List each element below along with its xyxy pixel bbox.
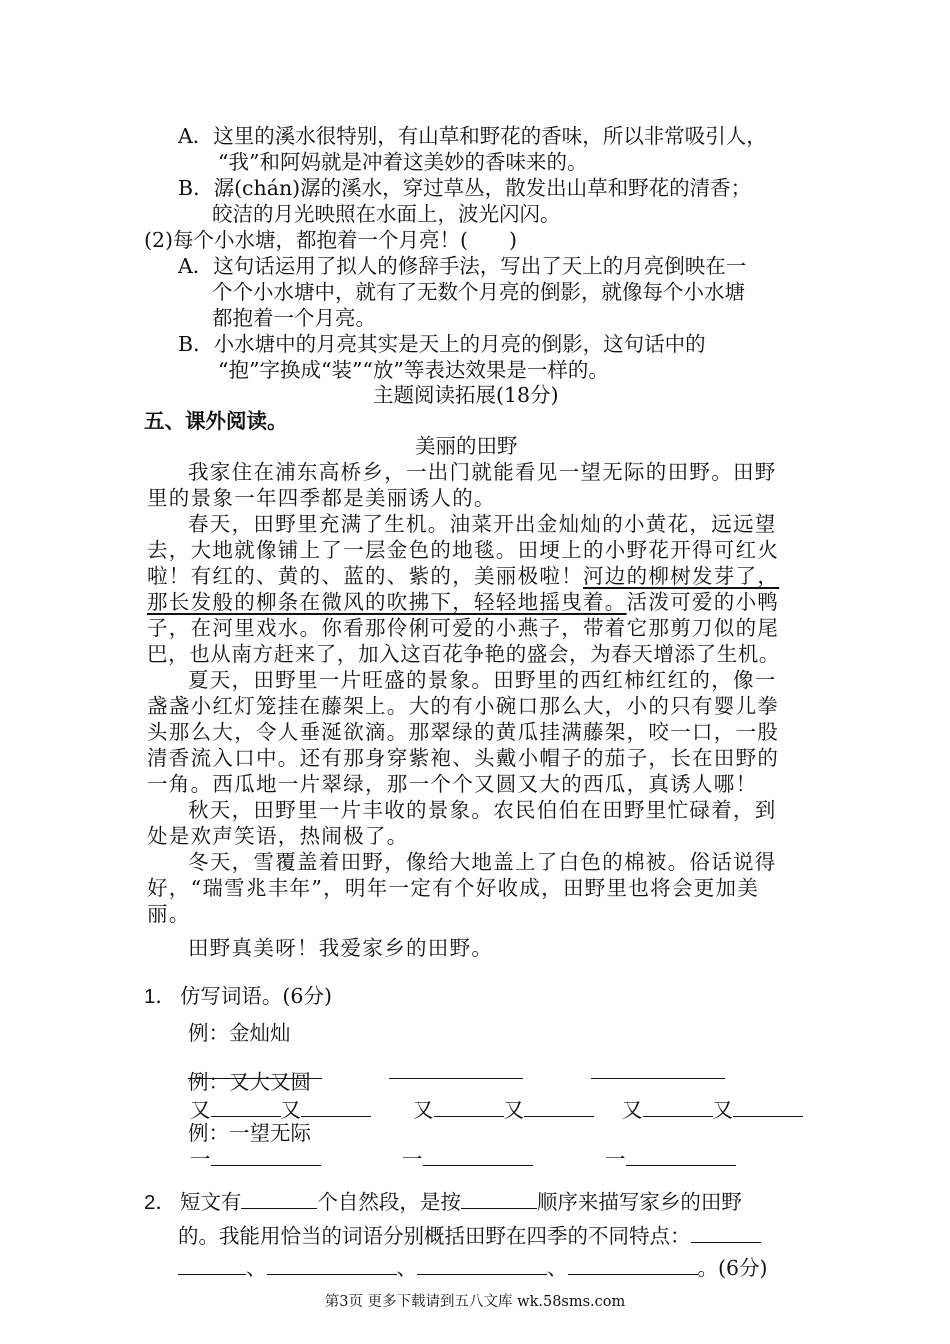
q2-option-b-line1: B．小水塘中的月亮其实是天上的月亮的倒影，这句话中的 [178, 332, 706, 356]
article-line: 夏天，田野里一片旺盛的景象。田野里的西红柿红红的，像一 [188, 668, 777, 692]
answer-blank[interactable] [626, 1145, 736, 1166]
separator: 、 [246, 1256, 267, 1280]
q2-option-a-line3: 都抱着一个月亮。 [212, 306, 376, 330]
yi-row [190, 1145, 321, 1172]
article-text: 啦！有红的、黄的、蓝的、紫的，美丽极啦！ [147, 564, 583, 588]
yi-row [605, 1145, 736, 1172]
exercise-2-line3 [178, 1254, 768, 1281]
underlined-sentence: 那长发般的柳条在微风的吹拂下，轻轻地摇曳着。 [147, 590, 627, 614]
separator: 、 [547, 1256, 568, 1280]
article-title: 美丽的田野 [415, 434, 518, 458]
part-five-heading: 五、课外阅读。 [144, 409, 288, 433]
article-line: 里的景象一年四季都是美丽诱人的。 [147, 486, 496, 510]
answer-blank[interactable] [524, 1096, 594, 1117]
article-line: 头那么大，令人垂涎欲滴。那翠绿的黄瓜挂满藤架，咬一口，一股 [147, 720, 780, 744]
you-char: 又 [413, 1098, 434, 1122]
article-line: 巴，也从南方赶来了，加入这百花争艳的盛会，为春天增添了生机。 [147, 642, 780, 666]
answer-blank[interactable] [211, 1096, 281, 1117]
answer-blank[interactable] [591, 1058, 725, 1079]
exercise-text: 个自然段，是按 [317, 1190, 461, 1214]
exercise-number: 1． [144, 985, 176, 1008]
option-b-line1: B．潺(chán)潺的溪水，穿过草丛，散发出山草和野花的清香； [178, 176, 752, 200]
article-line [147, 563, 779, 589]
page-footer: 第3页 更多下载请到五八文库 wk.58sms.com [324, 1294, 626, 1310]
you-row [413, 1096, 594, 1123]
answer-blank[interactable] [643, 1096, 713, 1117]
yi-row [402, 1145, 533, 1172]
article-line: 春天，田野里充满了生机。油菜开出金灿灿的小黄花，远远望 [188, 512, 777, 536]
article-line [147, 589, 779, 615]
yi-char: 一 [605, 1147, 626, 1171]
exercise-2-line2 [178, 1222, 761, 1249]
answer-blank[interactable] [178, 1254, 246, 1275]
answer-blank[interactable] [211, 1145, 321, 1166]
exercise-text: 。(6分) [697, 1256, 768, 1280]
answer-blank[interactable] [389, 1058, 523, 1079]
you-row [622, 1096, 803, 1123]
yi-char: 一 [190, 1147, 211, 1171]
q2-option-a-line1: A．这句话运用了拟人的修辞手法，写出了天上的月亮倒映在一 [178, 254, 747, 278]
you-char: 又 [622, 1098, 643, 1122]
article-line: 好，“瑞雪兆丰年”，明年一定有个好收成，田野里也将会更加美 [147, 876, 760, 900]
answer-blank[interactable] [461, 1188, 537, 1209]
article-line: 田野真美呀！我爱家乡的田野。 [188, 936, 494, 960]
example-3: 例：一望无际 [188, 1121, 311, 1145]
answer-blank[interactable] [241, 1188, 317, 1209]
article-line: 我家住在浦东高桥乡，一出门就能看见一望无际的田野。田野 [188, 460, 777, 484]
answer-blank[interactable] [691, 1222, 761, 1243]
exercise-text: 的。我能用恰当的词语分别概括田野在四季的不同特点： [178, 1224, 691, 1248]
exercise-2-line1 [144, 1188, 742, 1216]
answer-blank[interactable] [434, 1096, 504, 1117]
article-line: 子，在河里戏水。你看那伶俐可爱的小燕子，带着它那剪刀似的尾 [147, 616, 780, 640]
you-char: 又 [280, 1098, 301, 1122]
exercise-text: 短文有 [179, 1190, 242, 1214]
article-line: 去，大地就像铺上了一层金色的地毯。田埂上的小野花开得可红火 [147, 538, 780, 562]
example-2: 例：又大又圆 [188, 1070, 311, 1094]
answer-blank[interactable] [568, 1254, 698, 1275]
question-2-stem: (2)每个小水塘，都抱着一个月亮！( ) [144, 228, 518, 252]
yi-char: 一 [402, 1147, 423, 1171]
article-line: 一角。西瓜地一片翠绿，那一个个又圆又大的西瓜，真诱人哪！ [147, 772, 758, 796]
answer-blank[interactable] [301, 1096, 371, 1117]
answer-blank[interactable] [423, 1145, 533, 1166]
q2-option-a-line2: 个个小水塘中，就有了无数个月亮的倒影，就像每个小水塘 [212, 280, 745, 304]
you-char: 又 [190, 1098, 211, 1122]
article-line: 秋天，田野里一片丰收的景象。农民伯伯在田野里忙碌着，到 [188, 798, 777, 822]
article-line: 清香流入口中。还有那身穿紫袍、头戴小帽子的茄子，长在田野的 [147, 746, 780, 770]
section-title: 主题阅读拓展(18分) [373, 383, 559, 407]
example-1: 例：金灿灿 [188, 1021, 291, 1045]
option-a-line2: “我”和阿妈就是冲着这美妙的香味来的。 [218, 150, 588, 174]
exercise-1-stem [144, 983, 332, 1010]
exercise-number: 2． [144, 1191, 176, 1214]
you-char: 又 [712, 1098, 733, 1122]
separator: 、 [396, 1256, 417, 1280]
exercise-text: 仿写词语。(6分) [179, 984, 332, 1008]
option-a-line1: A．这里的溪水很特别，有山草和野花的香味，所以非常吸引人， [178, 124, 767, 148]
you-row [190, 1096, 371, 1123]
exercise-text: 顺序来描写家乡的田野 [536, 1190, 742, 1214]
answer-blank[interactable] [417, 1254, 547, 1275]
article-line: 处是欢声笑语，热闹极了。 [147, 824, 409, 848]
answer-blank[interactable] [267, 1254, 397, 1275]
article-text: 活泼可爱的小鸭 [626, 590, 780, 614]
q2-option-b-line2: “抱”字换成“装”“放”等表达效果是一样的。 [218, 358, 609, 382]
article-line: 丽。 [147, 902, 191, 926]
answer-blank[interactable] [733, 1096, 803, 1117]
underlined-sentence: 河边的柳树发芽了， [583, 564, 780, 588]
article-line: 冬天，雪覆盖着田野，像给大地盖上了白色的棉被。俗话说得 [188, 850, 777, 874]
article-line: 盏盏小红灯笼挂在藤架上。大的有小碗口那么大，小的只有婴儿拳 [147, 694, 780, 718]
option-b-line2: 皎洁的月光映照在水面上，波光闪闪。 [212, 202, 561, 226]
you-char: 又 [503, 1098, 524, 1122]
